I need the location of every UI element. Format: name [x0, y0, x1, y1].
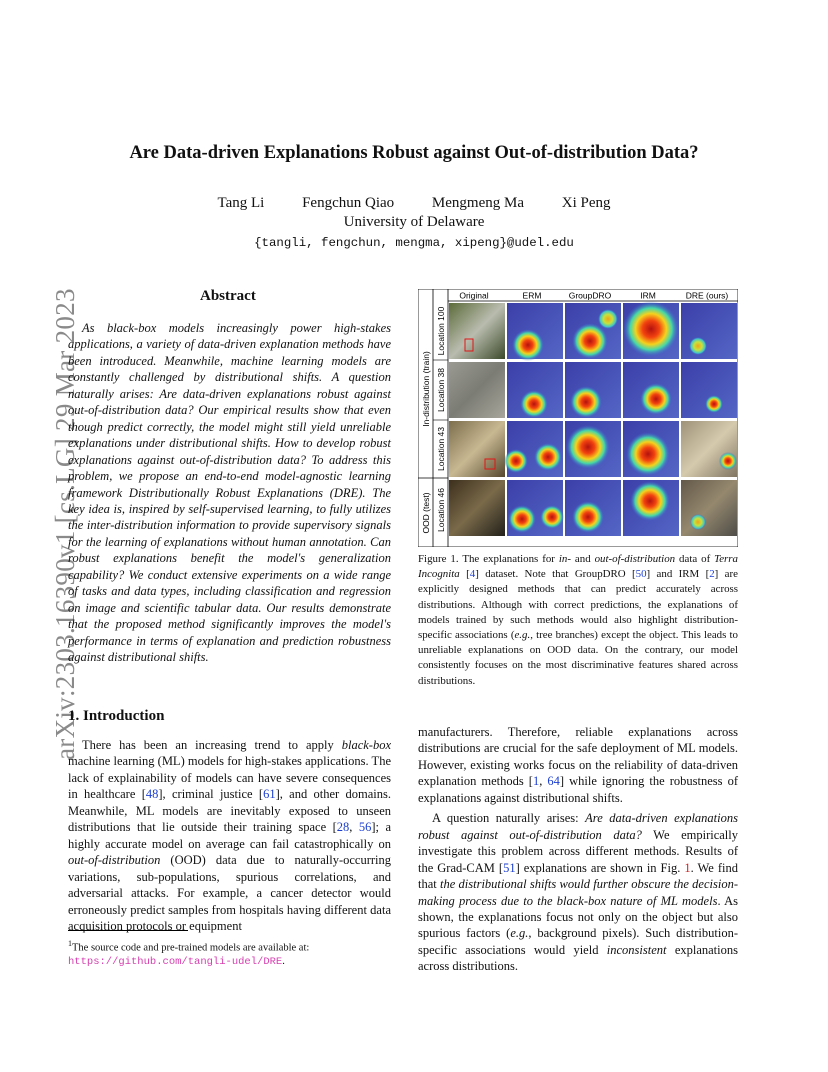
abstract-heading: Abstract [200, 288, 256, 304]
author-3: Mengmeng Ma [431, 195, 524, 211]
right-column-text [418, 724, 738, 975]
author-4: Xi Peng [561, 195, 611, 211]
group-label-train: In-distribution (train) [421, 351, 431, 427]
arxiv-id: arXiv:2303.16390v1 [cs.LG] 29 Mar 2023 [50, 288, 80, 760]
image-row-location-100 [449, 301, 737, 361]
row-label-location-38: Location 38 [436, 368, 446, 412]
dre-heatmap [681, 480, 737, 536]
group-label-test: OOD (test) [421, 492, 431, 534]
code-url-link[interactable]: https://github.com/tangli-udel/DRE [68, 956, 283, 968]
footnote-rule [68, 930, 188, 931]
image-row-location-38 [449, 362, 737, 418]
row-label-location-43: Location 43 [436, 427, 446, 471]
right-paragraph-2: A question naturally arises: Are data-driven explanations robust against out-of-distribution data? We empirically investigate this problem across different methods. Results of the Grad-CAM [51] explanations are shown in Fig. 1. We find that the distributional shifts would further obscure the decision-making process due to the black-box nature of ML models. As shown, the explanations focus not only on the object but also spurious factors (e.g., background pixels). Such distribution-specific associations would yield inconsistent explanations across distributions. [418, 811, 739, 974]
dre-heatmap [681, 303, 737, 359]
column-header-irm: IRM [640, 290, 656, 301]
citation-link[interactable]: 51 [503, 860, 516, 875]
citation-link[interactable]: 61 [263, 787, 276, 802]
author-1: Tang Li [217, 195, 265, 211]
original-photo [449, 303, 505, 359]
row-label-location-100: Location 100 [436, 306, 446, 356]
image-row-location-46 [449, 480, 737, 536]
original-photo [449, 421, 505, 477]
citation-link[interactable]: 48 [145, 787, 159, 802]
column-header-groupdro: GroupDRO [568, 290, 612, 301]
citation-link[interactable]: 64 [547, 774, 560, 789]
citation-link[interactable]: 28 [336, 820, 350, 835]
right-paragraph-1: manufacturers. Therefore, reliable explanations across distributions are crucial for the safe deployment of ML models. However, existing works focus on the reliability of data-driven explanation methods [1, 64] while ignoring the robustness of explanations against distributional shifts. [418, 725, 738, 805]
paper-title: Are Data-driven Explanations Robust against Out-of-distribution Data? [129, 143, 699, 163]
citation-link[interactable]: 4 [469, 568, 476, 581]
row-label-location-46: Location 46 [436, 488, 446, 532]
figure-1-caption: Figure 1. The explanations for in- and out-of-distribution data of Terra Incognita [4] dataset. Note that GroupDRO [50] and IRM [2] are explicitly designed methods that can predict accurately across distributions. Although with correct predictions, the explanations of models trained by such methods would also highlight distribution-specific associations (e.g., tree branches) except the object. This leads to unreliable explanations on OOD data. On the contrary, our model consistently focuses on the most discriminative features shared across distributions. [418, 553, 738, 687]
column-header-dre: DRE (ours) [685, 290, 729, 301]
arxiv-watermark [16, 280, 80, 760]
figure-link[interactable]: 1 [684, 860, 691, 875]
citation-link[interactable]: 2 [709, 568, 715, 581]
section-heading-introduction: 1. Introduction [68, 708, 165, 724]
image-row-location-43 [449, 421, 737, 477]
column-header-original: Original [459, 290, 489, 301]
author-emails: {tangli, fengchun, mengma, xipeng}@udel.edu [254, 236, 574, 250]
abstract-text: As black-box models increasingly power high-stakes applications, a variety of data-driven explanation methods have been introduced. Meanwhile, machine learning models are constantly challenged by distributional shifts. A question naturally arises: Are data-driven explanations robust against out-of-distribution data? Our empirical results show that even though predict correctly, the model might still yield unreliable explanations under distributional shifts. How to develop robust explanations against out-of-distribution data? To address this problem, we propose an end-to-end model-agnostic learning framework Distributionally Robust Explanations (DRE). The key idea is, inspired by self-supervised learning, to fully utilizes the inter-distribution information to provide supervisory signals for the learning of explanations without human annotation. Can robust explanations benefit the model's generalization capability? We conduct extensive experiments on a wide range of tasks and data types, including classification and regression on image and scientific tabular data. Our results demonstrate that the proposed method significantly improves the model's performance in terms of explanation and prediction robustness against distributional shifts. [68, 321, 391, 665]
citation-link[interactable]: 1 [532, 774, 540, 789]
affiliation: University of Delaware [343, 214, 485, 230]
footnote: $^1$The source code and pre-trained models are available at: https://github.com/tangli-udel/DRE. [68, 939, 310, 968]
original-photo [449, 362, 505, 418]
citation-link[interactable]: 56 [358, 820, 372, 835]
author-2: Fengchun Qiao [302, 195, 395, 211]
citation-link[interactable]: 50 [635, 568, 647, 581]
original-photo [449, 480, 505, 536]
column-header-erm: ERM [522, 290, 542, 301]
intro-paragraph: There has been an increasing trend to apply black-box machine learning (ML) models for high-stakes applications. The lack of explainability of models can have severe consequences in healthcare [48], criminal justice [61], and other domains. Meanwhile, ML models are inevitably exposed to unseen distributions that lie outside their training space [28, 56]; a highly accurate model on average can fail catastrophically on out-of-distribution (OOD) data due to naturally-occurring variations, sub-populations, spurious correlations, and adversarial attacks. For example, a cancer detector would erroneously predict samples from hospitals having different data acquisition protocols or equipment [68, 738, 392, 933]
author-list [0, 195, 828, 212]
figure-1 [418, 289, 738, 547]
